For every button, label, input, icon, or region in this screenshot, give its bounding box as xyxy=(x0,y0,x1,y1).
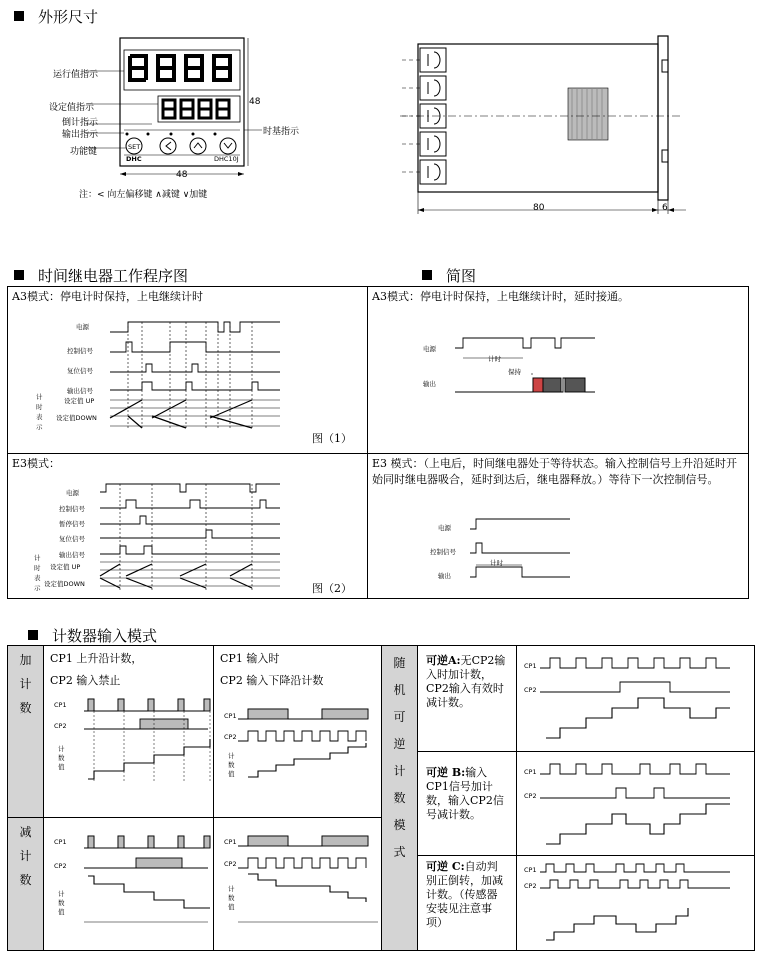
add-col1-diagram xyxy=(48,693,216,788)
a3-time-axis-label xyxy=(36,392,43,432)
rev-a-head: 可逆A: xyxy=(426,654,461,667)
figure-1-label: 图（1） xyxy=(312,432,352,445)
time-char: 表 xyxy=(34,574,41,582)
e3-simple-waveform xyxy=(470,517,580,581)
a3-setval-down: 设定值DOWN xyxy=(56,414,97,422)
time-char: 示 xyxy=(36,423,43,431)
e3-setval-up: 设定值 UP xyxy=(50,563,81,571)
random-char: 数 xyxy=(393,791,406,805)
sub-char: 数 xyxy=(19,873,32,887)
bullet-square-icon xyxy=(14,11,24,21)
revc-cp2: CP2 xyxy=(524,882,537,890)
add-col1-line2: CP2 输入禁止 xyxy=(50,674,121,687)
label-function-key: 功能键 xyxy=(70,147,98,157)
label-set-value: 设定值指示 xyxy=(49,103,95,113)
cv-char: 计 xyxy=(58,745,65,753)
a3-sig-output: 输出信号 xyxy=(67,387,93,395)
section-title-counter xyxy=(28,625,157,646)
cv-char: 数 xyxy=(58,754,65,762)
sub1-count-val xyxy=(58,890,65,917)
revb-cp1: CP1 xyxy=(524,768,537,776)
section-title-text: 计数器输入模式 xyxy=(52,627,158,645)
e3-simple-power: 电源 xyxy=(438,524,451,532)
random-char: 计 xyxy=(393,764,406,778)
add1-count-val xyxy=(58,745,65,772)
random-char: 可 xyxy=(393,710,406,724)
a3-simple-hold: 保持 xyxy=(508,368,521,376)
e3-sig-output: 输出信号 xyxy=(59,551,85,559)
section-title-text: 简图 xyxy=(446,267,477,285)
add-col1-line1: CP1 上升沿计数， xyxy=(50,652,143,665)
e3-setval-down: 设定值DOWN xyxy=(44,580,85,588)
cell-sub-label xyxy=(8,818,44,951)
cv-char: 计 xyxy=(228,885,235,893)
a3-sig-reset: 复位信号 xyxy=(67,367,93,375)
dim-length: 80 xyxy=(533,203,545,213)
section-title-simple xyxy=(422,265,476,286)
section-title-dimensions xyxy=(14,6,98,27)
add2-cp1: CP1 xyxy=(224,712,237,720)
e3-left-title: E3模式： xyxy=(12,457,61,470)
dim-front-depth: 6 xyxy=(662,203,668,213)
bullet-square-icon xyxy=(28,630,38,640)
e3-simple-output: 输出 xyxy=(438,572,451,580)
cv-char: 数 xyxy=(228,894,235,902)
cv-char: 值 xyxy=(228,770,235,778)
sub1-cp1: CP1 xyxy=(54,838,67,846)
cv-char: 值 xyxy=(228,903,235,911)
add1-cp1: CP1 xyxy=(54,701,67,709)
figure-2-label: 图（2） xyxy=(312,582,352,595)
a3-right-title: A3模式：停电计时保持，上电继续计时，延时接通。 xyxy=(372,290,629,303)
rev-a-body: 无CP2输入时加计数，CP2输入有效时减计数。 xyxy=(426,654,506,709)
add-col2-line2: CP2 输入下降沿计数 xyxy=(220,674,324,687)
time-char: 时 xyxy=(34,564,41,572)
revb-cp2: CP2 xyxy=(524,792,537,800)
cv-char: 数 xyxy=(228,761,235,769)
reva-cp2: CP2 xyxy=(524,686,537,694)
set-key-label: SET xyxy=(128,143,141,151)
add-char: 数 xyxy=(19,701,32,715)
rev-c-diagram xyxy=(520,860,750,948)
model-text: DHC10J xyxy=(214,155,239,163)
section-title-text: 外形尺寸 xyxy=(38,8,99,26)
time-char: 示 xyxy=(34,584,41,592)
e3-sig-power: 电源 xyxy=(66,489,79,497)
main-display-digits xyxy=(130,56,230,80)
e3-waveform xyxy=(80,480,290,596)
a3-sig-power: 电源 xyxy=(76,323,89,331)
e3-right-title: E3 模式：（上电后，时间继电器处于等待状态。输入控制信号上升沿延时开始同时继电器吸合，延时到达后，继电器释放。）等待下一次控制信号。 xyxy=(372,457,738,486)
sub1-cp2: CP2 xyxy=(54,862,67,870)
reversible-divider xyxy=(516,646,517,950)
e3-sig-pause: 暂停信号 xyxy=(59,520,85,528)
revc-cp1: CP1 xyxy=(524,866,537,874)
a3-simple-waveform xyxy=(455,330,605,400)
cell-add-label xyxy=(8,646,44,818)
set-display-digits xyxy=(163,100,229,118)
cv-char: 值 xyxy=(58,763,65,771)
a3-sig-control: 控制信号 xyxy=(67,347,93,355)
rev-c-body: 自动判别正倒转，加减计数。（传感器安装见注意事项） xyxy=(426,860,503,929)
add-char: 计 xyxy=(19,677,32,691)
a3-simple-timing: 计时 xyxy=(488,355,501,363)
cell-random-label xyxy=(382,646,418,951)
add2-count-val xyxy=(228,752,235,779)
add-col2-line1: CP1 输入时 xyxy=(220,652,280,665)
sub-col2-diagram xyxy=(218,830,383,940)
brand-logo: DHC xyxy=(126,155,142,163)
random-char: 机 xyxy=(393,683,406,697)
rev-b-diagram xyxy=(520,758,750,853)
random-char: 随 xyxy=(393,656,406,670)
bullet-square-icon xyxy=(14,270,24,280)
rev-a-diagram xyxy=(520,652,750,747)
cv-char: 数 xyxy=(58,899,65,907)
rev-b-text xyxy=(418,752,506,822)
e3-time-axis-label xyxy=(34,553,41,593)
label-running-value: 运行值指示 xyxy=(53,70,99,80)
dim-height: 48 xyxy=(249,97,261,107)
rev-b-body: 输入CP1信号加计数，输入CP2信号减计数。 xyxy=(426,766,504,821)
label-timebase: 时基指示 xyxy=(263,127,300,137)
sub2-cp2: CP2 xyxy=(224,860,237,868)
cv-char: 计 xyxy=(58,890,65,898)
a3-left-title: A3模式：停电计时保持，上电继续计时 xyxy=(12,290,203,303)
label-output: 输出指示 xyxy=(62,130,99,140)
e3-simple-control: 控制信号 xyxy=(430,548,456,556)
e3-sig-control: 控制信号 xyxy=(59,505,85,513)
sub-char: 计 xyxy=(19,849,32,863)
section-title-text: 时间继电器工作程序图 xyxy=(38,267,189,285)
add2-cp2: CP2 xyxy=(224,733,237,741)
add-char: 加 xyxy=(19,653,32,667)
time-char: 表 xyxy=(36,413,43,421)
sub-col1-diagram xyxy=(48,830,216,940)
rev-a-text xyxy=(418,646,506,710)
rev-c-head: 可逆 C: xyxy=(426,860,465,873)
cv-char: 值 xyxy=(58,908,65,916)
reva-cp1: CP1 xyxy=(524,662,537,670)
rev-c-text xyxy=(418,856,506,930)
a3-waveform xyxy=(80,318,290,436)
a3-setval-up: 设定值 UP xyxy=(64,397,95,405)
add-col2-diagram xyxy=(218,703,383,783)
time-char: 时 xyxy=(36,403,43,411)
e3-sig-reset: 复位信号 xyxy=(59,535,85,543)
a3-simple-power: 电源 xyxy=(423,345,436,353)
add1-cp2: CP2 xyxy=(54,722,67,730)
random-char: 式 xyxy=(393,845,406,859)
sub2-count-val xyxy=(228,885,235,912)
sub2-cp1: CP1 xyxy=(224,838,237,846)
dim-width: 48 xyxy=(176,170,188,180)
e3-simple-timing: 计时 xyxy=(490,559,503,567)
time-char: 计 xyxy=(34,554,41,562)
random-char: 逆 xyxy=(393,737,406,751)
bullet-square-icon xyxy=(422,270,432,280)
keys-note: 注：< 向左偏移键 ∧减键 ∨加键 xyxy=(79,190,208,200)
label-countdown: 倒计指示 xyxy=(62,118,99,128)
cv-char: 计 xyxy=(228,752,235,760)
section-title-relay xyxy=(14,265,188,286)
sub-char: 减 xyxy=(19,825,32,839)
rev-b-head: 可逆 B: xyxy=(426,766,466,779)
time-char: 计 xyxy=(36,393,43,401)
a3-simple-output: 输出 xyxy=(423,380,436,388)
side-view-drawing xyxy=(390,30,690,225)
random-char: 模 xyxy=(393,818,406,832)
